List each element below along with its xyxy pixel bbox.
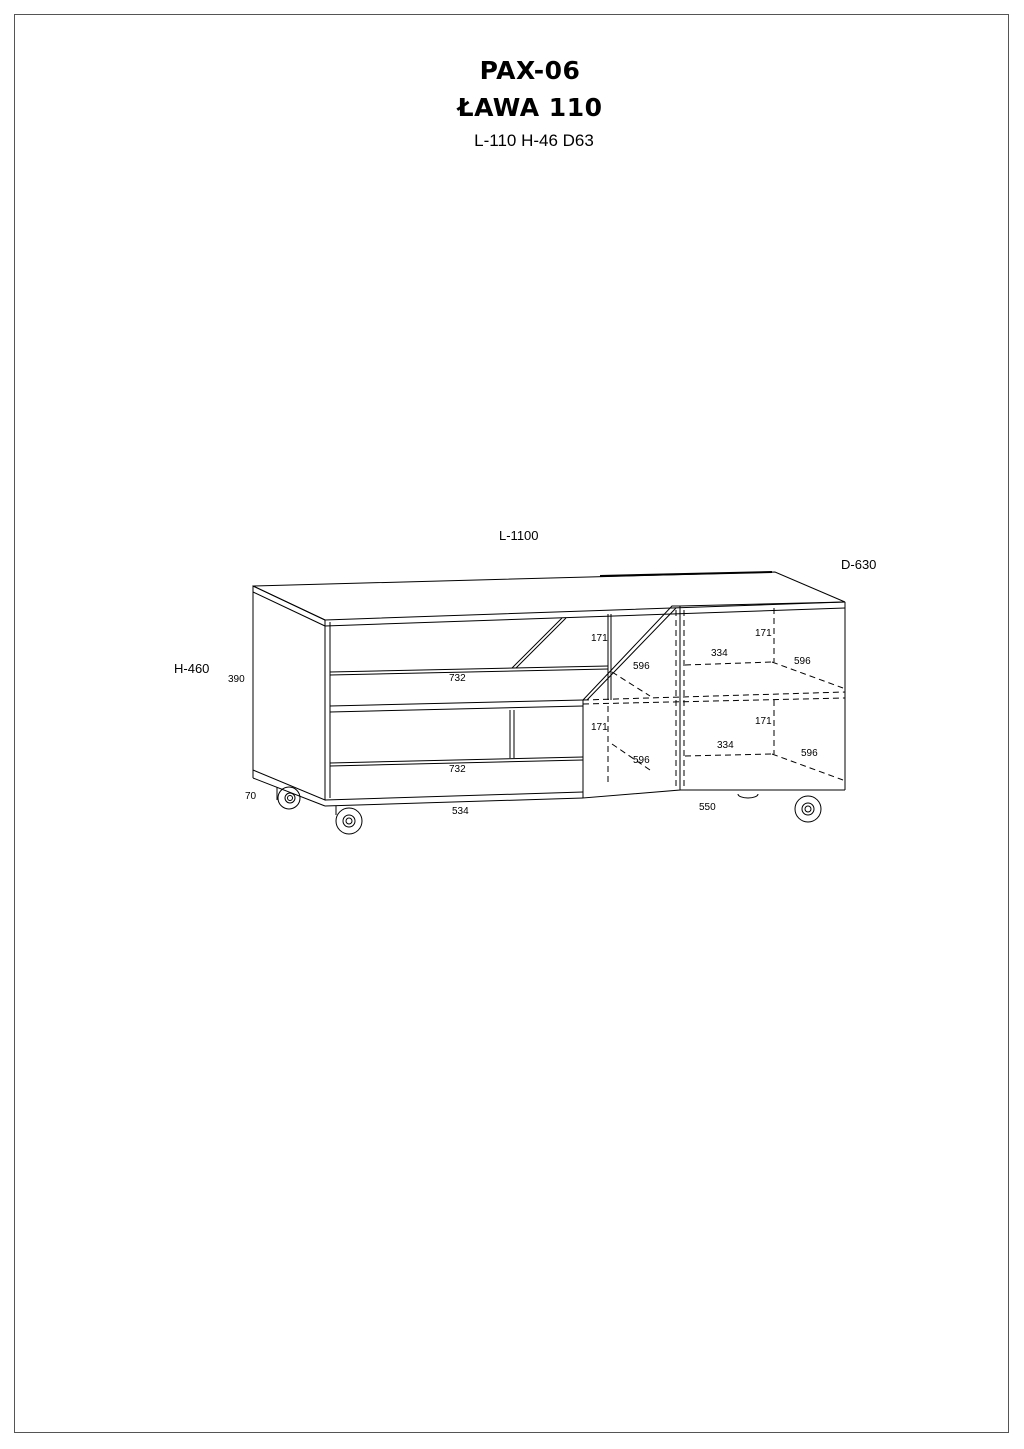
right-upper-depth-label: 596: [794, 656, 811, 667]
left-shelf-lower-label: 732: [449, 764, 466, 775]
right-upper-width-label: 334: [711, 648, 728, 659]
leg-height-label: 70: [245, 791, 257, 802]
product-dimensions: L-110 H-46 D63: [474, 131, 594, 150]
depth-label: D-630: [841, 557, 877, 572]
left-shelf-upper-label: 732: [449, 673, 466, 684]
mid-lower-height-label: 171: [591, 722, 608, 733]
wheel-back-left: [278, 787, 300, 809]
left-bottom-width-label: 534: [452, 806, 469, 817]
mid-lower-depth-label: 596: [633, 755, 650, 766]
mid-upper-height-label: 171: [591, 633, 608, 644]
side-height-label: 390: [228, 674, 245, 685]
right-lower-width-label: 334: [717, 740, 734, 751]
length-label: L-1100: [499, 528, 539, 543]
height-label: H-460: [174, 661, 210, 676]
right-lower-depth-label: 596: [801, 748, 818, 759]
right-upper-height-label: 171: [755, 628, 772, 639]
product-name: ŁAWA 110: [457, 93, 603, 122]
right-lower-height-label: 171: [755, 716, 772, 727]
top-board: [253, 572, 845, 620]
wheel-front-right: [795, 796, 821, 822]
wheel-front-left: [336, 808, 362, 834]
left-side-panel: [253, 586, 325, 800]
model-code: PAX-06: [479, 56, 581, 85]
right-bottom-width-label: 550: [699, 802, 716, 813]
mid-upper-depth-label: 596: [633, 661, 650, 672]
